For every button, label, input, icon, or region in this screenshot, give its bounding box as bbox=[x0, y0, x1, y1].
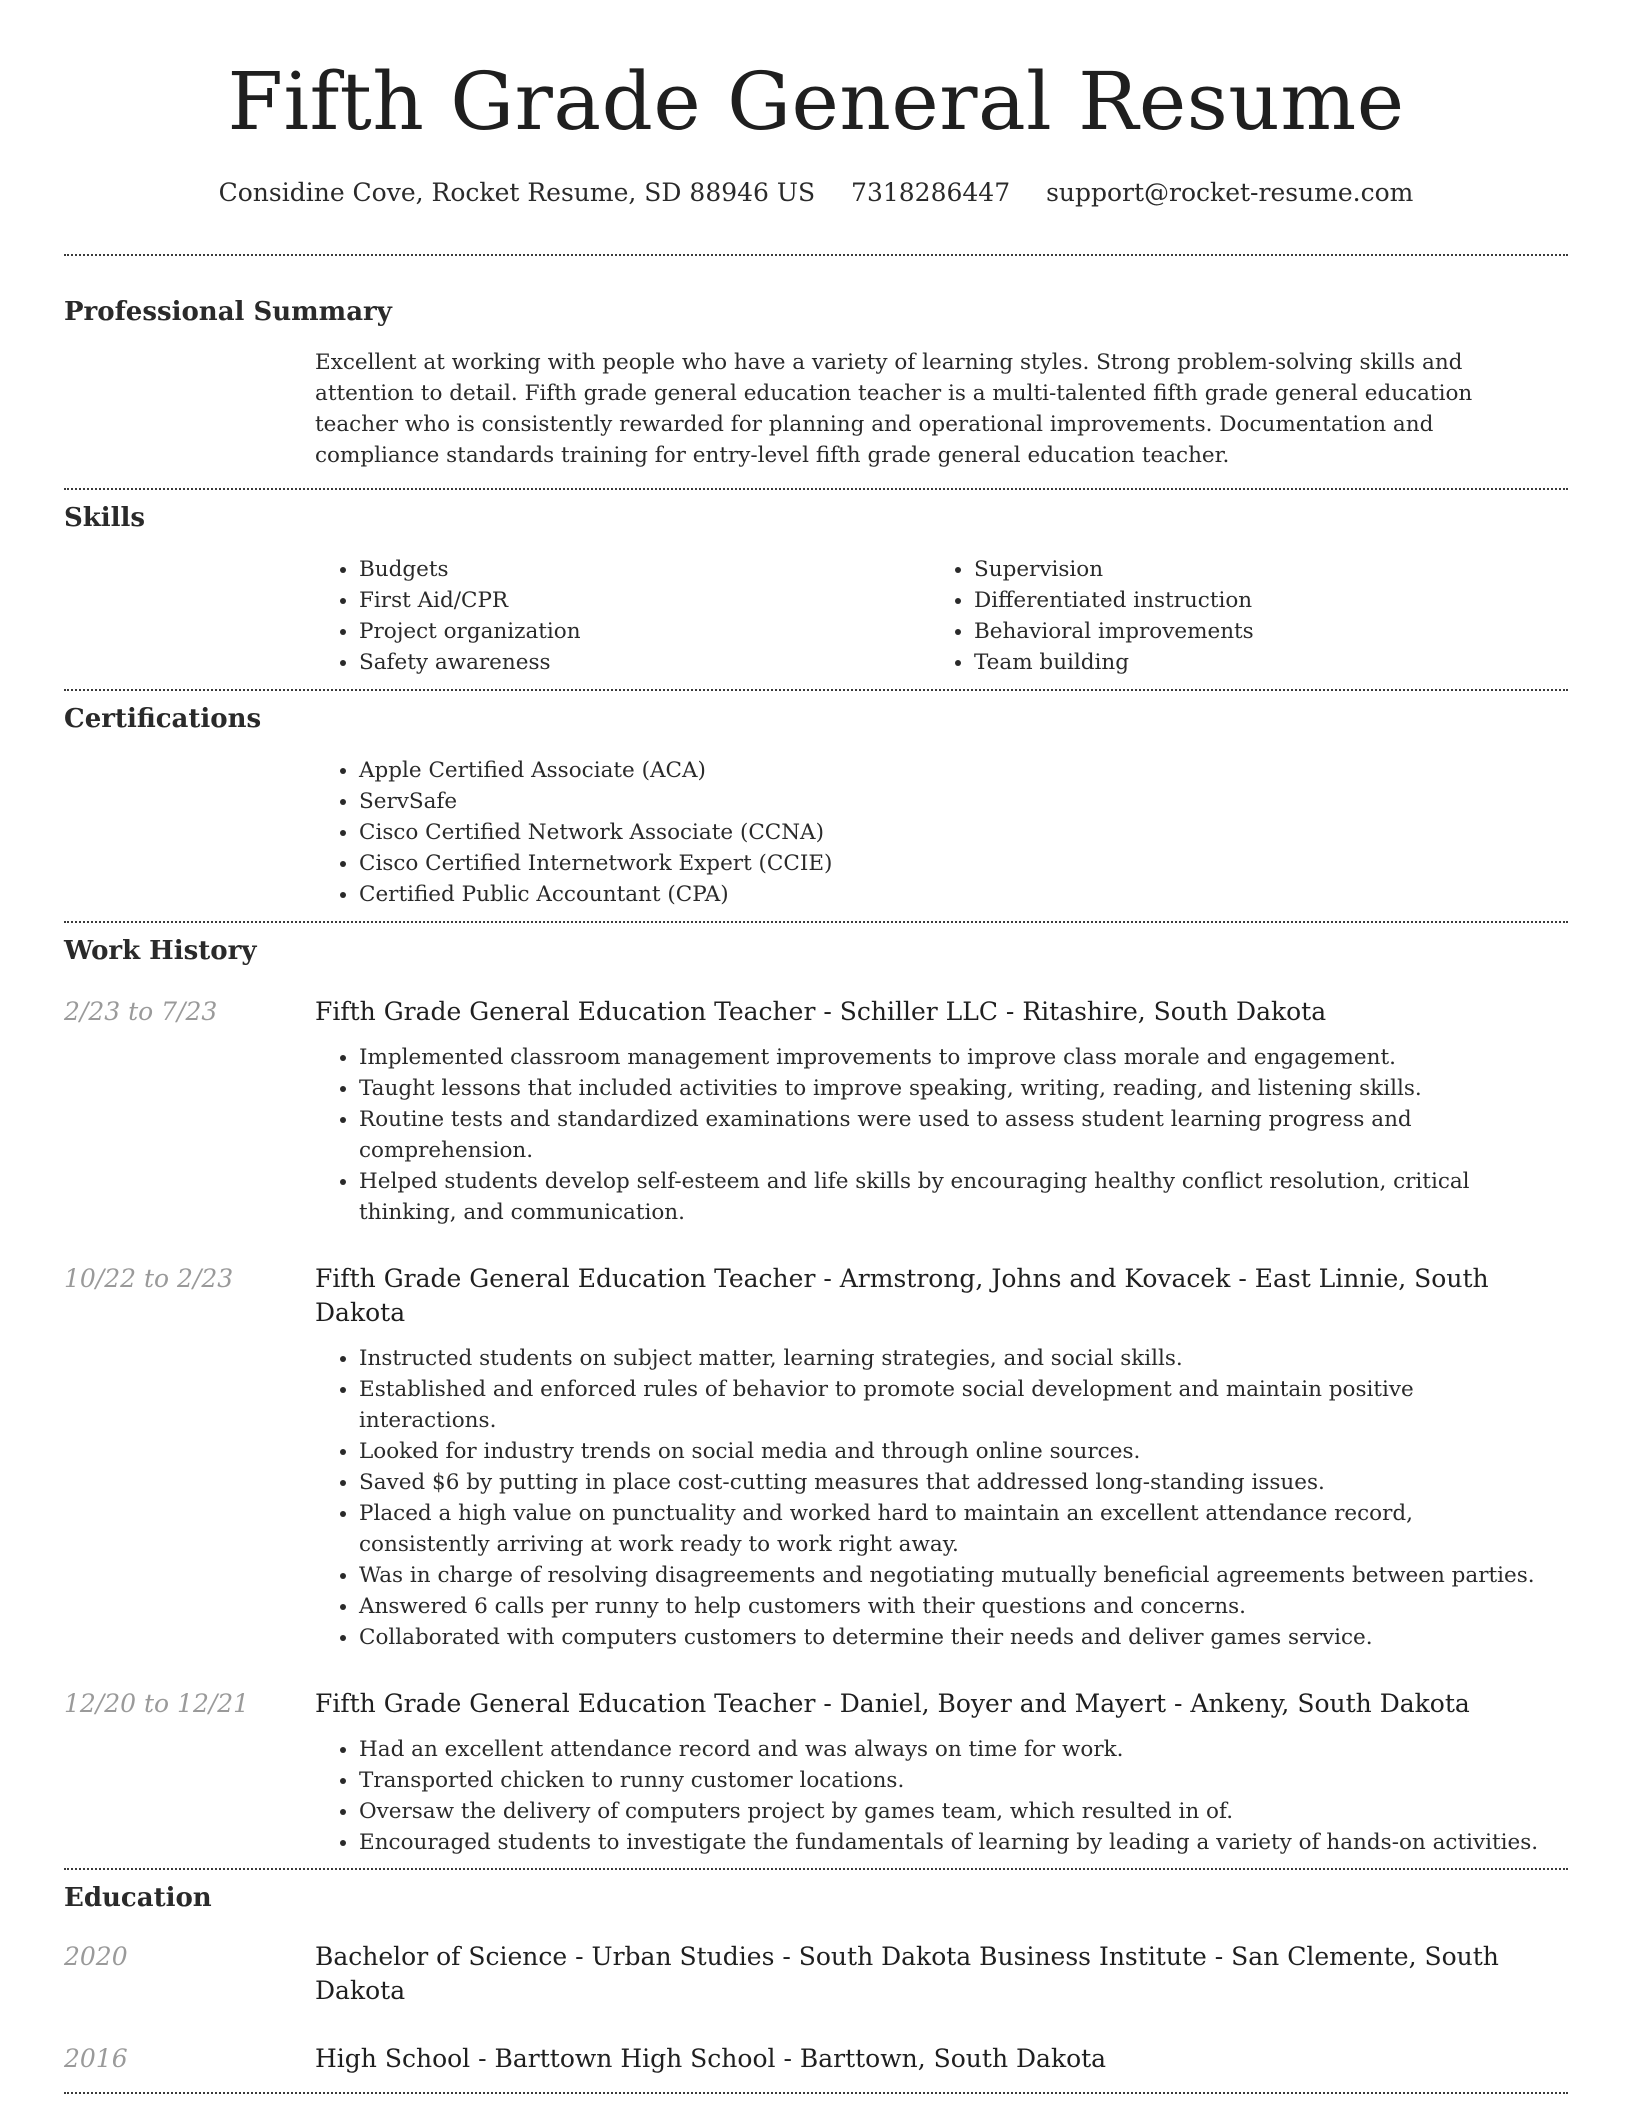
jobs-list bbox=[64, 995, 1568, 1858]
summary-heading: Professional Summary bbox=[64, 297, 392, 327]
list-item: • Answered 6 calls per runny to help customers with their questions and concerns. bbox=[359, 1591, 1549, 1622]
list-item: • ServSafe bbox=[359, 786, 1568, 817]
job-title: Fifth Grade General Education Teacher - Schiller LLC - Ritashire, South Dakota bbox=[315, 997, 1327, 1026]
list-item: • Had an excellent attendance record and was always on time for work. bbox=[359, 1734, 1549, 1765]
job-dates: 10/22 to 2/23 bbox=[64, 1264, 234, 1293]
section-divider bbox=[64, 254, 1568, 256]
section-divider bbox=[64, 1868, 1568, 1870]
job-bullets bbox=[315, 1734, 1568, 1858]
list-item: • Budgets bbox=[359, 554, 930, 585]
list-item: • Routine tests and standardized examinations were used to assess student learning progress and comprehension. bbox=[359, 1104, 1549, 1166]
section-divider bbox=[64, 689, 1568, 691]
job-dates: 2/23 to 7/23 bbox=[64, 997, 218, 1026]
list-item: • Differentiated instruction bbox=[974, 585, 1545, 616]
section-divider bbox=[64, 488, 1568, 490]
education-section bbox=[64, 1881, 1568, 2076]
list-item: • Cisco Certified Network Associate (CCNA) bbox=[359, 817, 1568, 848]
list-item: • Project organization bbox=[359, 616, 930, 647]
resume-title: Fifth Grade General Resume bbox=[227, 55, 1405, 148]
contact-phone: 7318286447 bbox=[851, 178, 1011, 207]
certifications-list-wrap bbox=[315, 755, 1568, 910]
education-degree: Bachelor of Science - Urban Studies - South Dakota Business Institute - San Clemente, South Dakota bbox=[315, 1942, 1499, 2005]
list-item: • First Aid/CPR bbox=[359, 585, 930, 616]
list-item: • Cisco Certified Internetwork Expert (CCIE) bbox=[359, 848, 1568, 879]
skills-section bbox=[64, 501, 1568, 678]
contact-email: support@rocket-resume.com bbox=[1046, 178, 1414, 207]
certifications-heading: Certifications bbox=[64, 704, 262, 734]
section-divider bbox=[64, 2092, 1568, 2094]
work-history-heading: Work History bbox=[64, 936, 257, 966]
skills-column-left bbox=[315, 554, 930, 678]
job-header bbox=[64, 995, 1568, 1029]
list-item: • Transported chicken to runny customer locations. bbox=[359, 1765, 1549, 1796]
education-year: 2016 bbox=[64, 2044, 128, 2073]
contact-line bbox=[64, 176, 1568, 210]
list-item: • Supervision bbox=[974, 554, 1545, 585]
contact-address: Considine Cove, Rocket Resume, SD 88946 US bbox=[218, 178, 816, 207]
list-item: • Team building bbox=[974, 647, 1545, 678]
job-bullets bbox=[315, 1042, 1568, 1228]
certifications-section bbox=[64, 702, 1568, 910]
job-header bbox=[64, 1687, 1568, 1721]
list-item: • Established and enforced rules of behavior to promote social development and maintain positive interactions. bbox=[359, 1374, 1549, 1436]
work-history-section bbox=[64, 934, 1568, 1858]
job-title: Fifth Grade General Education Teacher - Armstrong, Johns and Kovacek - East Linnie, South Dakota bbox=[315, 1264, 1489, 1327]
section-divider bbox=[64, 921, 1568, 923]
list-item: • Oversaw the delivery of computers project by games team, which resulted in of. bbox=[359, 1796, 1549, 1827]
job-dates: 12/20 to 12/21 bbox=[64, 1689, 250, 1718]
skills-column-right bbox=[930, 554, 1545, 678]
list-item: • Placed a high value on punctuality and worked hard to maintain an excellent attendance record, consistently arriving at work ready to work right away. bbox=[359, 1498, 1549, 1560]
list-item: • Safety awareness bbox=[359, 647, 930, 678]
education-heading: Education bbox=[64, 1883, 212, 1913]
summary-text: Excellent at working with people who have a variety of learning styles. Strong problem-solving skills and attention to detail. Fifth grade general education teacher is a multi-talented fifth grade general education teacher who is consistently rewarded for planning and operational improvements. Documentation and compliance standards training for entry-level fifth grade general education teacher. bbox=[315, 350, 1473, 468]
resume-page bbox=[64, 0, 1568, 2094]
list-item: • Taught lessons that included activities to improve speaking, writing, reading, and listening skills. bbox=[359, 1073, 1549, 1104]
education-degree: High School - Barttown High School - Barttown, South Dakota bbox=[315, 2044, 1107, 2073]
list-item: • Certified Public Accountant (CPA) bbox=[359, 879, 1568, 910]
job-header bbox=[64, 1262, 1568, 1330]
education-list bbox=[64, 1940, 1568, 2076]
list-item: • Instructed students on subject matter, learning strategies, and social skills. bbox=[359, 1343, 1549, 1374]
skills-grid bbox=[315, 554, 1568, 678]
education-entry bbox=[64, 2042, 1568, 2076]
list-item: • Was in charge of resolving disagreements and negotiating mutually beneficial agreements between parties. bbox=[359, 1560, 1549, 1591]
job-title: Fifth Grade General Education Teacher - Daniel, Boyer and Mayert - Ankeny, South Dakota bbox=[315, 1689, 1470, 1718]
list-item: • Looked for industry trends on social media and through online sources. bbox=[359, 1436, 1549, 1467]
list-item: • Collaborated with computers customers to determine their needs and deliver games service. bbox=[359, 1622, 1549, 1653]
education-year: 2020 bbox=[64, 1942, 128, 1971]
job-entry bbox=[64, 995, 1568, 1228]
list-item: • Behavioral improvements bbox=[974, 616, 1545, 647]
summary-section bbox=[64, 295, 1568, 471]
job-bullets bbox=[315, 1343, 1568, 1653]
job-entry bbox=[64, 1262, 1568, 1653]
skills-heading: Skills bbox=[64, 503, 146, 533]
list-item: • Apple Certified Associate (ACA) bbox=[359, 755, 1568, 786]
job-entry bbox=[64, 1687, 1568, 1858]
list-item: • Implemented classroom management improvements to improve class morale and engagement. bbox=[359, 1042, 1549, 1073]
education-entry bbox=[64, 1940, 1568, 2008]
list-item: • Saved $6 by putting in place cost-cutting measures that addressed long-standing issues. bbox=[359, 1467, 1549, 1498]
list-item: • Encouraged students to investigate the fundamentals of learning by leading a variety of hands-on activities. bbox=[359, 1827, 1549, 1858]
list-item: • Helped students develop self-esteem and life skills by encouraging healthy conflict resolution, critical thinking, and communication. bbox=[359, 1166, 1549, 1228]
